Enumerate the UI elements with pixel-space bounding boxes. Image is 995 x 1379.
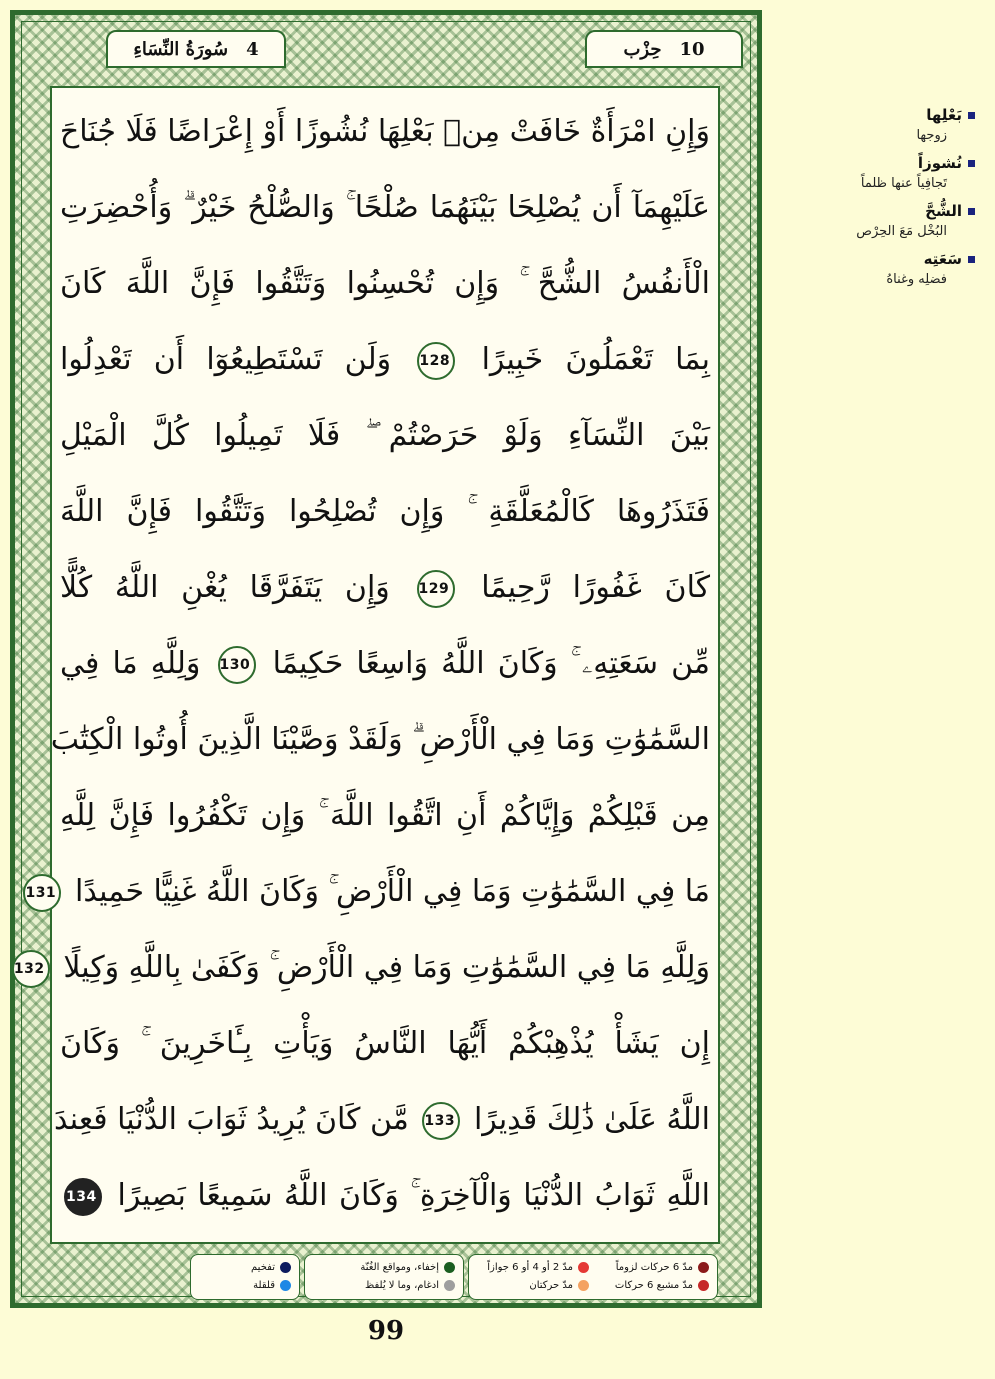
verse-segment: مَّن كَانَ يُرِيدُ ثَوَابَ الدُّنْيَا فَعِندَ (54, 1102, 419, 1137)
legend-item (477, 1258, 589, 1276)
verse-line: السَّمَٰوَٰتِ وَمَا فِي الْأَرْضِ ۗ وَلَقَدْ وَصَّيْنَا الَّذِينَ أُوتُوا الْكِتَٰبَ (50, 722, 710, 757)
verse-segment: مَا فِي السَّمَٰوَٰتِ وَمَا فِي الْأَرْضِ ۚ وَكَانَ اللَّهُ غَنِيًّا حَمِيدًا (65, 874, 710, 909)
color-dot-icon (444, 1262, 455, 1273)
hizb-label: حِزْب (623, 38, 662, 60)
bullet-square-icon (968, 160, 975, 167)
hizb-header (585, 30, 743, 68)
verse-line: بَيْنَ النِّسَآءِ وَلَوْ حَرَصْتُمْ ۖ فَلَا تَمِيلُوا كُلَّ الْمَيْلِ (60, 418, 710, 453)
legend-label: قلقلة (253, 1279, 275, 1291)
verse-text (13, 94, 710, 1244)
glossary-word-text: الشُّحَّ (925, 202, 962, 220)
legend-madd (468, 1254, 718, 1300)
glossary-word (775, 154, 975, 172)
verse-line: فَتَذَرُوهَا كَالْمُعَلَّقَةِ ۚ وَإِن تُصْلِحُوا وَتَتَّقُوا فَإِنَّ اللَّهَ (60, 494, 710, 529)
color-dot-icon (698, 1262, 709, 1273)
legend-label: تفخيم (251, 1261, 275, 1273)
legend-label: مدّ 6 حركات لزوماً (615, 1261, 693, 1273)
tajweed-legend (58, 1254, 718, 1300)
verse-segment: وَإِن يَتَفَرَّقَا يُغْنِ اللَّهُ كُلًّا (60, 570, 413, 605)
glossary-item (775, 106, 975, 148)
verse-line: مِن قَبْلِكُمْ وَإِيَّاكُمْ أَنِ اتَّقُوا اللَّهَ ۚ وَإِن تَكْفُرُوا فَإِنَّ لِلَّهِ (60, 798, 710, 833)
hizb-number: 10 (679, 38, 705, 60)
color-dot-icon (578, 1262, 589, 1273)
legend-item (313, 1258, 455, 1276)
verse-line (25, 854, 710, 930)
glossary-item (775, 250, 975, 292)
legend-item (597, 1258, 709, 1276)
glossary-item (775, 154, 975, 196)
verse-line: إِن يَشَأْ يُذْهِبْكُمْ أَيُّهَا النَّاسُ وَيَأْتِ بِـَٔاخَرِينَ ۚ وَكَانَ (60, 1026, 710, 1061)
glossary-item (775, 202, 975, 244)
verse-line (60, 550, 710, 626)
glossary-word (775, 106, 975, 124)
bullet-square-icon (968, 208, 975, 215)
verse-line (60, 322, 710, 398)
glossary-meaning: البُخْل مَعَ الحِرْص (856, 224, 947, 239)
verse-segment: بِمَا تَعْمَلُونَ خَبِيرًا (459, 342, 710, 377)
verse-segment: مِّن سَعَتِهِۦ ۚ وَكَانَ اللَّهُ وَاسِعًا حَكِيمًا (259, 646, 710, 681)
verse-segment: وَلِلَّهِ مَا فِي السَّمَٰوَٰتِ وَمَا فِي الْأَرْضِ ۚ وَكَفَىٰ بِاللَّهِ وَكِيلًا (53, 950, 710, 985)
verse-line (60, 626, 710, 702)
bullet-square-icon (968, 112, 975, 119)
verse-segment: اللَّهِ ثَوَابُ الدُّنْيَا وَالْآخِرَةِ ۚ وَكَانَ اللَّهُ سَمِيعًا بَصِيرًا (106, 1178, 710, 1213)
color-dot-icon (578, 1280, 589, 1291)
legend-label: ادغام، وما لا يُلفظ (364, 1279, 439, 1291)
legend-label: مدّ حركتان (529, 1279, 573, 1291)
color-dot-icon (698, 1280, 709, 1291)
ayah-number-marker: 128 (417, 342, 455, 380)
legend-label: مدّ مشبع 6 حركات (614, 1279, 693, 1291)
surah-name: سُورَةُ النِّسَاءِ (133, 38, 229, 60)
verse-line: وَإِنِ امْرَأَةٌ خَافَتْ مِنۢ بَعْلِهَا نُشُوزًا أَوْ إِعْرَاضًا فَلَا جُنَاحَ (59, 114, 710, 149)
color-dot-icon (280, 1280, 291, 1291)
legend-item (597, 1276, 709, 1294)
ayah-number-marker: 132 (12, 950, 50, 988)
ayah-number-marker: 131 (23, 874, 61, 912)
verse-line: عَلَيْهِمَآ أَن يُصْلِحَا بَيْنَهُمَا صُلْحًا ۚ وَالصُّلْحُ خَيْرٌ ۗ وَأُحْضِرَتِ (60, 190, 710, 225)
ayah-number-marker: 130 (218, 646, 256, 684)
verse-segment: وَلَن تَسْتَطِيعُوٓا أَن تَعْدِلُوا (60, 342, 414, 377)
glossary-word-text: سَعَتِه (923, 250, 962, 268)
legend-item (199, 1276, 291, 1294)
surah-header (106, 30, 286, 68)
legend-label: إخفاء، ومواقع الغُنّة (360, 1261, 439, 1273)
glossary-meaning: تَجافِياً عنها ظلماً (860, 176, 947, 191)
bullet-square-icon (968, 256, 975, 263)
legend-item (313, 1276, 455, 1294)
glossary-word (775, 250, 975, 268)
verse-line (13, 930, 710, 1006)
surah-number: 4 (246, 38, 259, 60)
glossary-word (775, 202, 975, 220)
ayah-number-marker: 133 (422, 1102, 460, 1140)
verse-line (60, 1158, 710, 1234)
legend-item (477, 1276, 589, 1294)
legend-ghunna (304, 1254, 464, 1300)
legend-other (190, 1254, 300, 1300)
glossary-word-text: نُشوزاً (917, 154, 962, 172)
color-dot-icon (444, 1280, 455, 1291)
verse-line (54, 1082, 710, 1158)
verse-line: الْأَنفُسُ الشُّحَّ ۚ وَإِن تُحْسِنُوا وَتَتَّقُوا فَإِنَّ اللَّهَ كَانَ (60, 266, 710, 301)
glossary-sidebar (775, 106, 975, 298)
glossary-meaning: فضلِه وغناهُ (886, 272, 947, 287)
verse-segment: وَلِلَّهِ مَا فِي (60, 646, 214, 681)
legend-item (199, 1258, 291, 1276)
verse-segment: كَانَ غَفُورًا رَّحِيمًا (458, 570, 710, 605)
glossary-word-text: بَعْلِها (926, 106, 962, 124)
ayah-number-marker: 134 (64, 1178, 102, 1216)
color-dot-icon (280, 1262, 291, 1273)
page-number: 99 (367, 1316, 405, 1346)
verse-segment: اللَّهُ عَلَىٰ ذَٰلِكَ قَدِيرًا (464, 1102, 710, 1137)
ayah-number-marker: 129 (417, 570, 455, 608)
glossary-meaning: زوجها (916, 128, 947, 143)
legend-label: مدّ 2 أو 4 أو 6 جوازاً (487, 1261, 573, 1273)
